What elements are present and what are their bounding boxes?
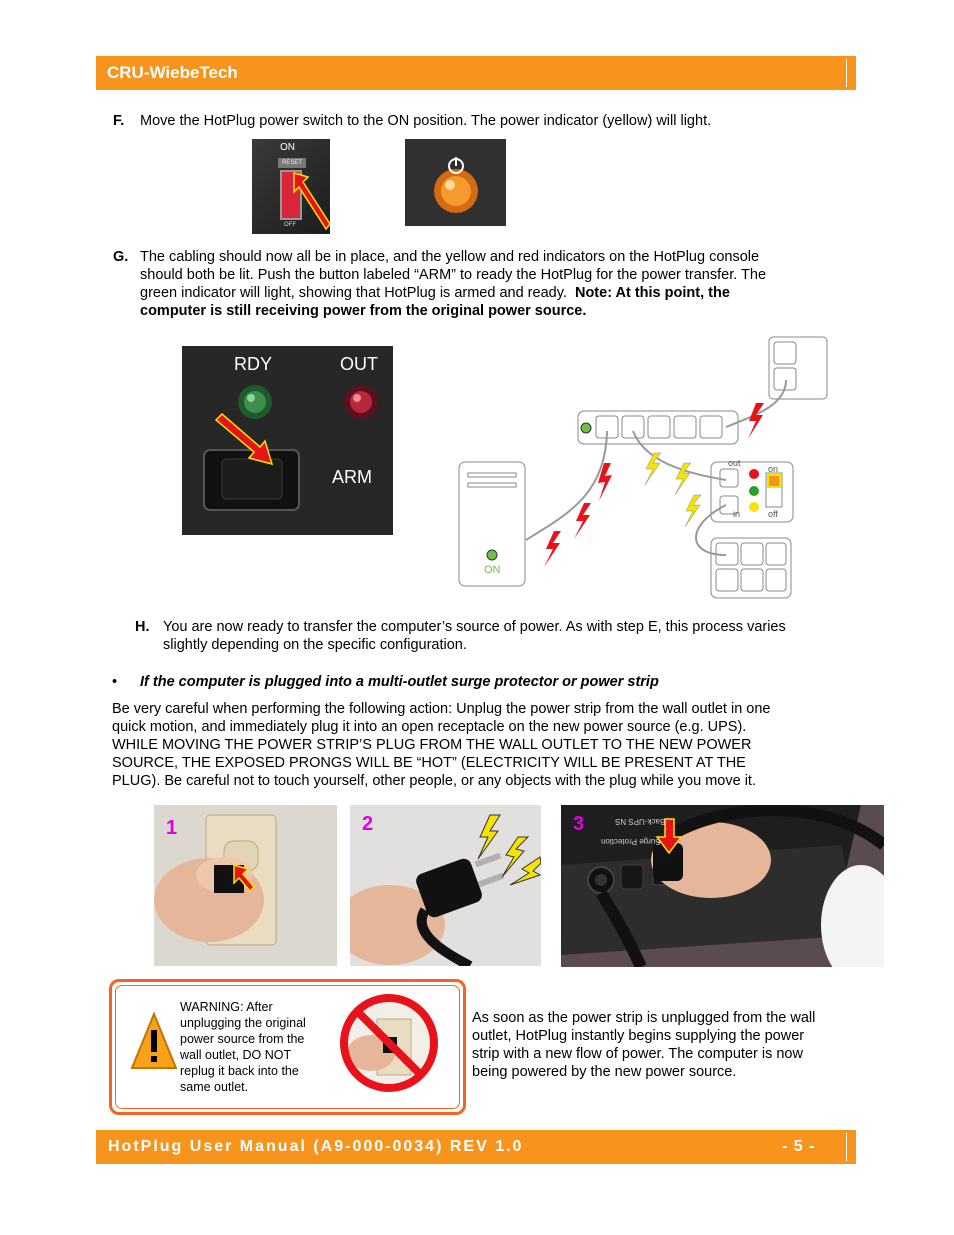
warning-line: unplugging the original [180, 1016, 306, 1030]
hot-prongs-illustration [350, 805, 541, 966]
footer-divider [846, 1133, 847, 1161]
step-g-line: The cabling should now all be in place, and the yellow and red indicators on the HotPlug console [140, 249, 760, 265]
hotplug-on-label: on [768, 464, 779, 474]
warning-box [109, 979, 466, 1115]
step-h-line: You are now ready to transfer the computer’s source of power. As with step E, this process varies [163, 619, 786, 635]
footer-title: HotPlug User Manual (A9-000-0034) REV 1.0 [108, 1138, 524, 1155]
switch-reset-label: RESET [278, 158, 306, 168]
caution-line: WHILE MOVING THE POWER STRIP’S PLUG FROM THE WALL OUTLET TO THE NEW POWER [112, 737, 752, 753]
step-g-text [140, 248, 840, 320]
caution-line: SOURCE, THE EXPOSED PRONGS WILL BE “HOT” (ELECTRICITY WILL BE PRESENT AT THE [112, 755, 746, 771]
step-g-note: computer is still receiving power from the original power source. [140, 303, 587, 319]
step-f-label: F. [113, 113, 125, 129]
step-g-text-part: green indicator will light, showing that HotPlug is armed and ready. [140, 285, 567, 301]
unplug-illustration [154, 805, 337, 966]
warning-triangle-icon [130, 1012, 178, 1072]
warning-line: replug it back into the [180, 1064, 299, 1078]
photo-1-number: 1 [166, 817, 178, 839]
step-g-note: Note: At this point, the [574, 285, 730, 301]
hotplug-off-label: off [768, 509, 778, 519]
warning-line: same outlet. [180, 1080, 249, 1094]
no-replug-icon [339, 993, 439, 1093]
hotplug-in-label: in [733, 509, 741, 519]
caution-paragraph [112, 700, 852, 790]
warning-line: wall outlet, DO NOT [180, 1048, 292, 1062]
power-switch-photo [252, 139, 330, 234]
console-arm-label: ARM [332, 467, 372, 487]
caution-line: quick motion, and immediately plug it into an open receptacle on the new power source (e.g. UPS). [112, 719, 747, 735]
unplug-photo-1 [154, 805, 337, 966]
warning-text [180, 999, 306, 1095]
hotplug-console-photo [182, 346, 393, 535]
hotplug-out-label: out [728, 458, 741, 468]
page-number: - 5 - [782, 1138, 816, 1155]
photo-2-number: 2 [362, 813, 374, 835]
step-f-text: Move the HotPlug power switch to the ON position. The power indicator (yellow) will light. [140, 113, 712, 129]
bullet-heading: If the computer is plugged into a multi-outlet surge protector or power strip [140, 674, 659, 690]
photo-3-number: 3 [573, 813, 585, 835]
switch-off-label: OFF [284, 222, 296, 228]
step-g-line [140, 284, 840, 302]
switch-on-label: ON [280, 142, 295, 153]
step-h-text [163, 618, 786, 654]
header-divider [846, 59, 847, 87]
ups-surge-label: Surge Protection [601, 837, 661, 846]
bullet-marker: • [112, 674, 118, 690]
result-line: being powered by the new power source. [472, 1064, 737, 1080]
console-out-label: OUT [340, 354, 378, 374]
wiring-diagram [456, 335, 834, 600]
warning-line: WARNING: After [180, 1000, 273, 1014]
result-line: strip with a new flow of power. The computer is now [472, 1046, 803, 1062]
page-header [96, 56, 856, 90]
step-g-line: should both be lit. Push the button labeled “ARM” to ready the HotPlug for the power transfer. The [140, 267, 767, 283]
arrow-icon [252, 139, 330, 234]
power-light-icon [405, 139, 506, 226]
ups-brand-label: Back-UPS NS [615, 817, 666, 826]
warning-line: power source from the [180, 1032, 305, 1046]
step-h-line: slightly depending on the specific configuration. [163, 637, 467, 653]
ups-illustration [561, 805, 884, 967]
caution-line: PLUG). Be careful not to touch yourself, other people, or any objects with the plug while you move it. [112, 773, 756, 789]
page-footer [96, 1130, 856, 1164]
console-rdy-label: RDY [234, 354, 273, 374]
result-paragraph [472, 1009, 815, 1081]
result-line: As soon as the power strip is unplugged from the wall [472, 1010, 816, 1026]
result-line: outlet, HotPlug instantly begins supplying the power [472, 1028, 805, 1044]
unplug-photo-2 [350, 805, 541, 966]
power-indicator-photo [405, 139, 506, 226]
caution-line: Be very careful when performing the following action: Unplug the power strip from the wall outlet in one [112, 701, 771, 717]
header-title: CRU-WiebeTech [107, 63, 238, 82]
step-h-label: H. [135, 619, 150, 635]
step-g-label: G. [113, 249, 129, 265]
computer-on-label: ON [484, 564, 501, 576]
plug-into-ups-photo [561, 805, 884, 967]
